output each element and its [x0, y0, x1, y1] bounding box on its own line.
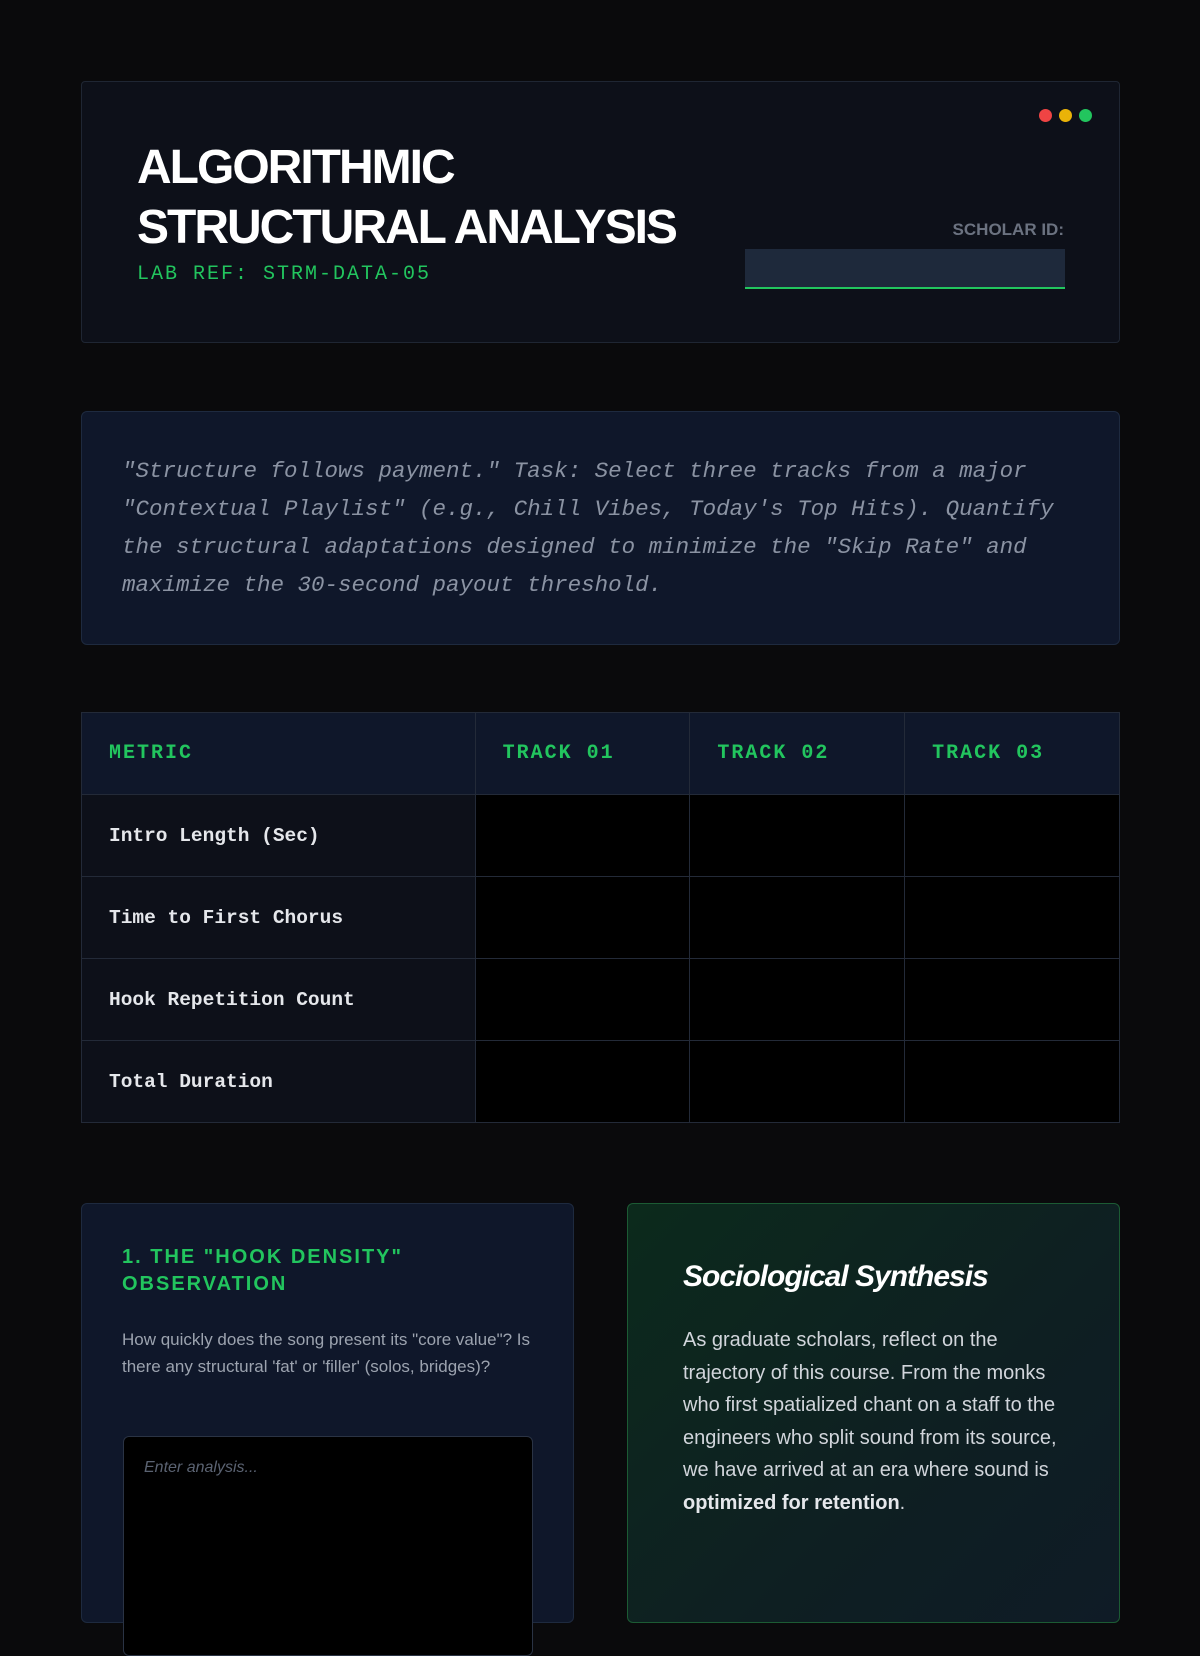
- cell-intro-track-02[interactable]: [690, 795, 905, 877]
- header-metric: METRIC: [82, 713, 476, 795]
- green-dot[interactable]: [1079, 109, 1092, 122]
- header-track-01: TRACK 01: [475, 713, 690, 795]
- input-duration-track-02[interactable]: [690, 1042, 904, 1122]
- header-card: [81, 81, 1120, 343]
- row-label-first-chorus: Time to First Chorus: [82, 877, 476, 959]
- page-title: [137, 138, 676, 258]
- row-label-intro-length: Intro Length (Sec): [82, 795, 476, 877]
- window-controls: [1039, 109, 1092, 122]
- row-label-hook-repetition: Hook Repetition Count: [82, 959, 476, 1041]
- scholar-id-label: SCHOLAR ID:: [952, 220, 1064, 239]
- lab-ref: LAB REF: STRM-DATA-05: [137, 263, 432, 286]
- synthesis-body-text: As graduate scholars, reflect on the trajectory of this course. From the monks who first spatialized chant on a staff to the engineers who split sound from its source, we have arrived at an era where sound is: [683, 1329, 1057, 1481]
- input-intro-track-03[interactable]: [905, 796, 1119, 876]
- red-dot[interactable]: [1039, 109, 1052, 122]
- task-prompt-text: "Structure follows payment." Task: Select three tracks from a major "Contextual Playlist" (e.g., Chill Vibes, Today's Top Hits). Quantify the structural adaptations designed to minimize the "Skip Rate" and maximize the 30-second payout threshold.: [122, 458, 1054, 598]
- table-row: [82, 877, 1120, 959]
- row-label-total-duration: Total Duration: [82, 1041, 476, 1123]
- hook-density-question: How quickly does the song present its "core value"? Is there any structural 'fat' or 'filler' (solos, bridges)?: [122, 1330, 530, 1376]
- synthesis-body-end: .: [899, 1491, 906, 1514]
- title-line-1: ALGORITHMIC: [137, 141, 454, 194]
- input-hook-track-03[interactable]: [905, 960, 1119, 1040]
- cell-intro-track-01[interactable]: [475, 795, 690, 877]
- title-line-2: STRUCTURAL ANALYSIS: [137, 201, 676, 254]
- header-track-03: TRACK 03: [905, 713, 1120, 795]
- cell-hook-track-01[interactable]: [475, 959, 690, 1041]
- cell-chorus-track-01[interactable]: [475, 877, 690, 959]
- yellow-dot[interactable]: [1059, 109, 1072, 122]
- metrics-table: [81, 712, 1120, 1123]
- input-intro-track-01[interactable]: [476, 796, 690, 876]
- cell-duration-track-02[interactable]: [690, 1041, 905, 1123]
- input-hook-track-02[interactable]: [690, 960, 904, 1040]
- header-track-02: TRACK 02: [690, 713, 905, 795]
- cell-chorus-track-03[interactable]: [905, 877, 1120, 959]
- input-duration-track-03[interactable]: [905, 1042, 1119, 1122]
- cell-chorus-track-02[interactable]: [690, 877, 905, 959]
- table-row: [82, 1041, 1120, 1123]
- cell-hook-track-02[interactable]: [690, 959, 905, 1041]
- hook-density-heading: 1. THE "HOOK DENSITY" OBSERVATION: [122, 1246, 403, 1295]
- table-header-row: [82, 713, 1120, 795]
- table-row: [82, 959, 1120, 1041]
- input-chorus-track-02[interactable]: [690, 878, 904, 958]
- hook-density-analysis-input[interactable]: [123, 1436, 533, 1656]
- input-chorus-track-03[interactable]: [905, 878, 1119, 958]
- input-duration-track-01[interactable]: [476, 1042, 690, 1122]
- sociological-synthesis-card: [627, 1203, 1120, 1623]
- cell-duration-track-03[interactable]: [905, 1041, 1120, 1123]
- hook-density-card: [81, 1203, 574, 1623]
- synthesis-emphasis: optimized for retention: [683, 1491, 900, 1514]
- cell-hook-track-03[interactable]: [905, 959, 1120, 1041]
- input-intro-track-02[interactable]: [690, 796, 904, 876]
- cell-duration-track-01[interactable]: [475, 1041, 690, 1123]
- input-chorus-track-01[interactable]: [476, 878, 690, 958]
- input-hook-track-01[interactable]: [476, 960, 690, 1040]
- synthesis-heading: Sociological Synthesis: [683, 1260, 988, 1293]
- scholar-id-input[interactable]: [745, 249, 1065, 289]
- cell-intro-track-03[interactable]: [905, 795, 1120, 877]
- table-row: [82, 795, 1120, 877]
- synthesis-body: [683, 1324, 1063, 1519]
- task-prompt-card: [81, 411, 1120, 645]
